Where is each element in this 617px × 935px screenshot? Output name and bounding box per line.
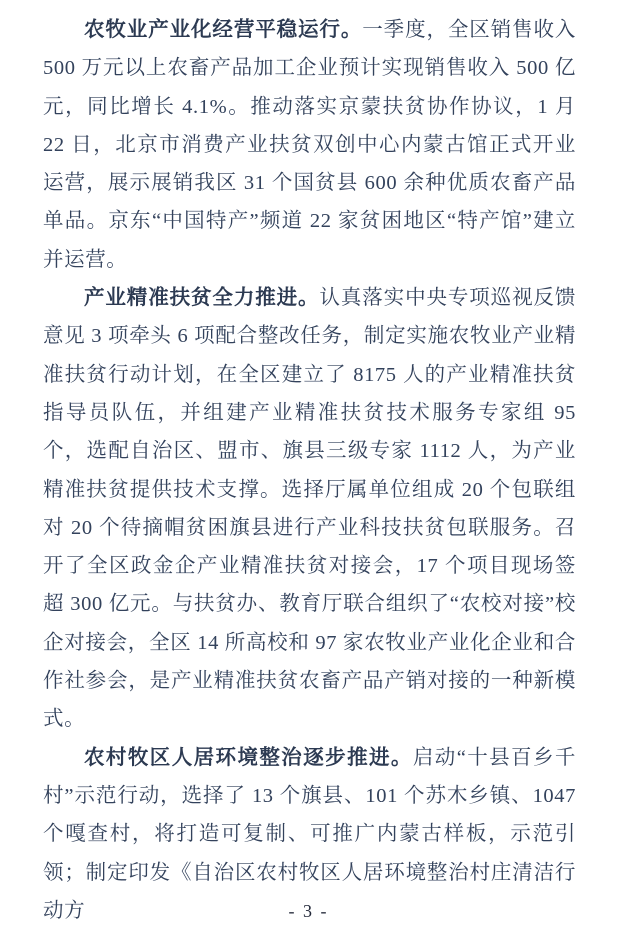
paragraph-2 bbox=[43, 279, 576, 739]
page-number: - 3 - bbox=[288, 901, 329, 921]
paragraph-3-text: 启动“十县百乡千村”示范行动，选择了 13 个旗县、101 个苏木乡镇、1047 个嘎查村，将打造可复制、可推广内蒙古样板，示范引领；制定印发《自治区农村牧区人居环境整治村庄清洁行动方 bbox=[43, 746, 576, 922]
paragraph-3-lead: 农村牧区人居环境整治逐步推进。 bbox=[84, 746, 413, 769]
paragraph-2-text: 认真落实中央专项巡视反馈意见 3 项牵头 6 项配合整改任务，制定实施农牧业产业精准扶贫行动计划，在全区建立了 8175 人的产业精准扶贫指导员队伍，并组建产业精准扶贫技术服务专家组 95 个，选配自治区、盟市、旗县三级专家 1112 人，为产业精准扶贫提供技术支撑。选择厅属单位组成 20 个包联组对 20 个待摘帽贫困旗县进行产业科技扶贫包联服务。召开了全区政金企产业精准扶贫对接会，17 个项目现场签超 300 亿元。与扶贫办、教育厅联合组织了“农校对接”校企对接会，全区 14 所高校和 97 家农牧业产业化企业和合作社参会，是产业精准扶贫农畜产品产销对接的一种新模式。 bbox=[43, 287, 576, 731]
paragraph-2-lead: 产业精准扶贫全力推进。 bbox=[84, 287, 320, 310]
paragraph-1-lead: 农牧业产业化经营平稳运行。 bbox=[84, 19, 363, 41]
paragraph-1-text: 一季度，全区销售收入 500 万元以上农畜产品加工企业预计实现销售收入 500 亿元，同比增长 4.1%。推动落实京蒙扶贫协作协议，1 月 22 日，北京市消费产业扶贫双创中心内蒙古馆正式开业运营，展示展销我区 31 个国贫县 600 余种优质农畜产品单品。京东“中国特产”频道 22 家贫困地区“特产馆”建立并运营。 bbox=[43, 19, 577, 271]
paragraph-1 bbox=[43, 11, 576, 279]
document-body bbox=[43, 11, 576, 930]
